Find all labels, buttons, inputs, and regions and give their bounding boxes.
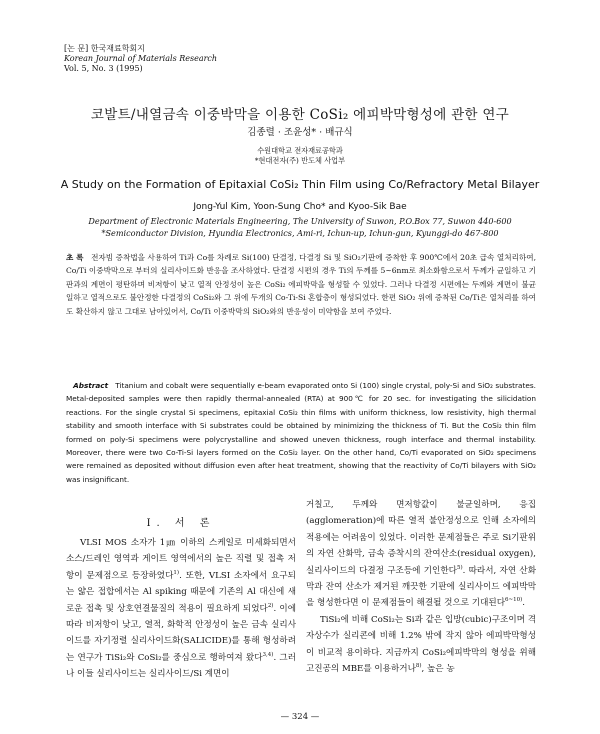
journal-name-en: Korean Journal of Materials Research (64, 54, 218, 63)
page-number: — 324 — (280, 712, 320, 722)
affiliation-korean (0, 146, 600, 166)
paragraph: 거칠고, 두께와 면저항값이 불균일하며, 응집(agglomeration)에 따른 열적 불안정성으로 인해 소자에의 적용에는 어려움이 있었다. 이러한 문제점들은 주로 Si기판위의 자연 산화막, 금속 증착시의 잔여산소(residual oxygen), 실리사이드의 다결정 구조등에 기인한다$^{5)}$. 따라서, 자연 산화막과 잔여 산소가 제거된 깨끗한 기판에 실리사이드 에피박막을 형성한다면 이 문제점들이 해결될 것으로 기대된다$^{6\sim 10)}$. (306, 500, 536, 609)
section-heading-introduction: I. 서 론 (146, 518, 216, 529)
affiliation-english-1: Department of Electronic Materials Engineering, The University of Suwon, P.O.Box 77, Suwon 440-600 (88, 216, 512, 226)
authors-korean: 김종렬 · 조윤성* · 배규식 (247, 127, 353, 138)
abstract-korean (66, 251, 536, 318)
title-korean: 코발트/내열금속 이중박막을 이용한 CoSi₂ 에피박막형성에 관한 연구 (90, 107, 510, 123)
abstract-english-text: Titanium and cobalt were sequentially e-beam evaporated onto Si (100) single crystal, poly-Si and SiO₂ substrates. Metal-deposited samples were then rapidly thermal-annealed (RTA) at 900℃ for 20 sec. for investigating the silicidation reactions. For the single crystal Si specimens, epitaxial CoSi₂ thin films with uniform thickness, low resistivity, high thermal stability and smooth interface with Si substrates could be obtained by minimizing the thickness of Ti. But the CoSi₂ thin film formed on poly-Si specimens were polycrystalline and showed uneven thickness, rough interface and thermal instability. Moreover, there were two Co-Ti-Si layers formed on the CoSi₂ layer. On the other hand, Co/Ti evaporated on SiO₂ specimens were remained as deposited without diffusion even after heat treatment, showing that the reactivity of Co/Ti bilayers with SiO₂ was insignificant. (66, 381, 536, 484)
journal-header (64, 44, 217, 74)
body-right-column (306, 497, 536, 677)
body-left-column (66, 535, 296, 683)
journal-volume: Vol. 5, No. 3 (1995) (64, 64, 143, 73)
affiliation-korean-1: 수원대학교 전자재료공학과 (257, 146, 343, 155)
journal-name-ko: [논 문] 한국재료학회지 (64, 44, 145, 53)
abstract-english (66, 379, 536, 486)
authors-english: Jong-Yul Kim, Yoon-Sung Cho* and Kyoo-Sik Bae (193, 202, 407, 212)
abstract-korean-label: 초 록 (66, 253, 84, 262)
abstract-english-label: Abstract (73, 381, 109, 390)
abstract-korean-text: 전자빔 증착법을 사용하여 Ti과 Co를 차례로 Si(100) 단결정, 다결정 Si 및 SiO₂기판에 증착한 후 900℃에서 20초 급속 열처리하여, Co/Ti 이중박막으로 부터의 실리사이드화 반응을 조사하였다. 단결정 시편의 경우 Ti의 두께를 5~6nm로 최소화함으로서 두께가 균일하고 기판과의 계면이 평탄하며 비저항이 낮고 열적 안정성이 높은 CoSi₂ 에피박막을 형성할 수 있었다. 그러나 다결정 시편에는 두께와 계면이 불균일하고 열적으로도 불안정한 다결정의 CoSi₂와 그 위에 두개의 Co-Ti-Si 혼합층이 형성되었다. 한편 SiO₂ 위에 증착된 Co/Ti은 열처리를 하여도 확산하지 않고 그대로 남아있어서, Co/Ti 이중박막의 SiO₂와의 반응성이 미약함을 보여 주었다. (66, 253, 536, 316)
paragraph: TiSi₂에 비해 CoSi₂는 Si과 같은 입방(cubic)구조이며 격자상수가 실리콘에 비해 1.2% 밖에 작지 않아 에피박막형성이 비교적 용이하다. 지금까지 CoSi₂에피박막의 형성을 위해 고진공의 MBE를 이용하거나$^{8)}$, 높은 농 (306, 614, 536, 675)
title-english: A Study on the Formation of Epitaxial CoSi₂ Thin Film using Co/Refractory Metal Bilayer (60, 178, 540, 191)
paragraph: VLSI MOS 소자가 1㎛ 이하의 스케일로 미세화되면서 소스/드레인 영역과 게이트 영역에서의 높은 직렬 및 접촉 저항이 문제점으로 등장하였다$^{1)}$. 또한, VLSI 소자에서 요구되는 얇은 접합에서는 Al spiking 때문에 기존의 Al 대신에 새로운 접촉 및 상호연결물질의 적용이 필요하게 되었다$^{2)}$. 이에 따라 비저항이 낮고, 열적, 화학적 안정성이 높은 금속 실리사이드를 자기정렬 실리사이드화(SALICIDE)를 통해 형성하려는 연구가 TiSi₂와 CoSi₂를 중심으로 행하여져 왔다$^{3,4)}$. 그러나 이들 실리사이드는 실리사이드/Si 계면이 (66, 538, 296, 680)
affiliation-english-2: *Semiconductor Division, Hyundia Electronics, Ami-ri, Ichun-up, Ichun-gun, Kyunggi-do 467-800 (101, 228, 499, 238)
affiliation-english (0, 215, 600, 239)
affiliation-korean-2: *현대전자(주) 반도체 사업부 (254, 156, 346, 165)
